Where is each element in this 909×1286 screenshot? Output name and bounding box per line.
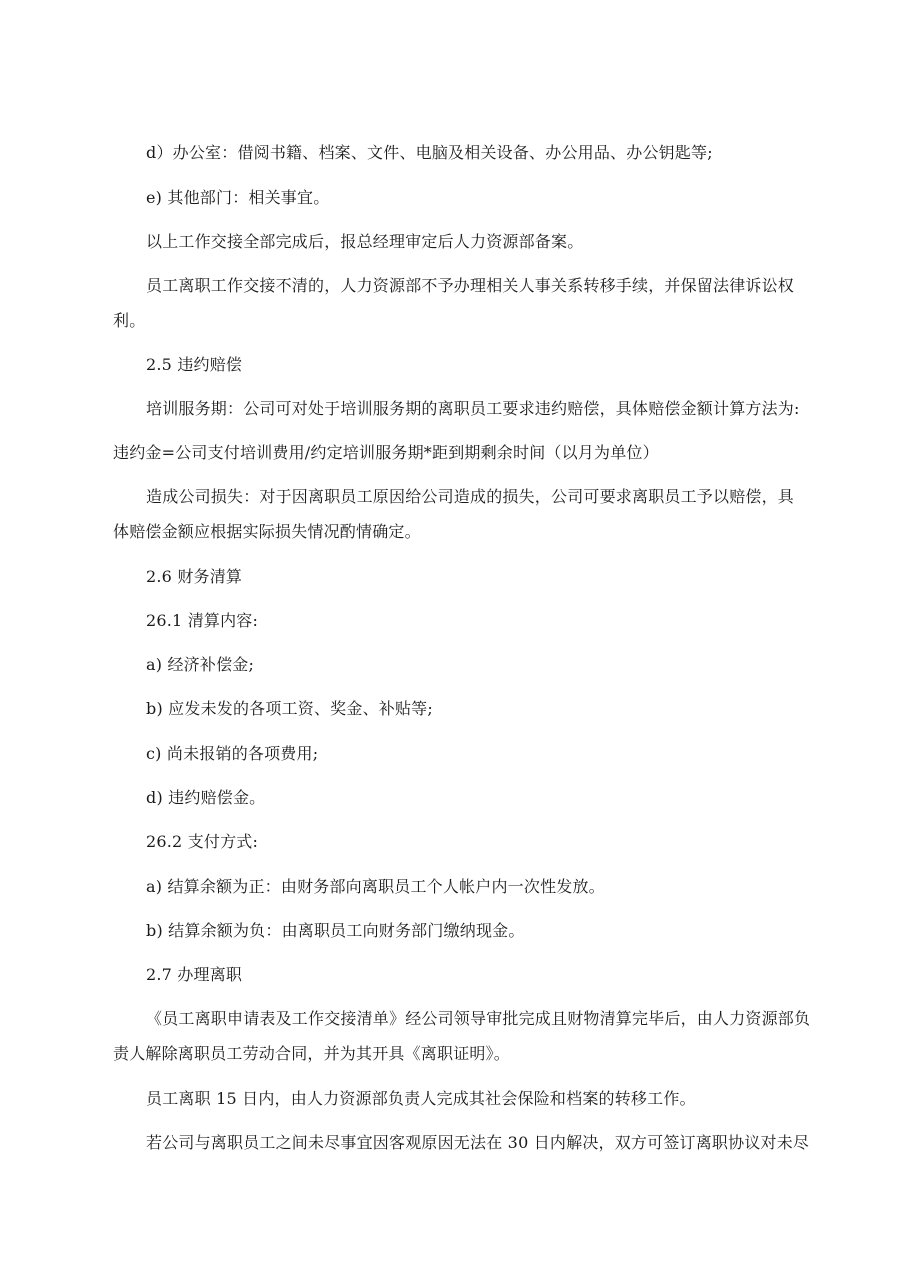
paragraph-company-loss-line1: 造成公司损失：对于因离职员工原因给公司造成的损失，公司可要求离职员工予以赔偿，具 — [146, 487, 795, 506]
subsection-heading-26-2: 26.2 支付方式: — [146, 832, 259, 851]
paragraph-resignation-form-line2: 责人解除离职员工劳动合同，并为其开具《离职证明》。 — [113, 1044, 511, 1063]
paragraph-penalty-formula: 违约金=公司支付培训费用/约定培训服务期*距到期剩余时间（以月为单位） — [113, 443, 659, 462]
paragraph-handover-unclear-line1: 员工离职工作交接不清的，人力资源部不予办理相关人事关系转移手续，并保留法律诉讼权 — [146, 276, 795, 295]
paragraph-company-loss-line2: 体赔偿金额应根据实际损失情况酌情确定。 — [113, 522, 421, 541]
list-item-d: d) 违约赔偿金。 — [146, 788, 266, 807]
section-heading-2-7: 2.7 办理离职 — [146, 965, 243, 984]
payment-item-b: b) 结算余额为负：由离职员工向财务部门缴纳现金。 — [146, 921, 525, 940]
paragraph-handover-unclear-line2: 利。 — [113, 311, 146, 330]
paragraph-training-service: 培训服务期：公司可对处于培训服务期的离职员工要求违约赔偿，具体赔偿金额计算方法为: — [146, 399, 800, 418]
section-heading-2-6: 2.6 财务清算 — [146, 567, 243, 586]
list-item-b: b) 应发未发的各项工资、奖金、补贴等; — [146, 699, 433, 718]
paragraph-30-days: 若公司与离职员工之间未尽事宜因客观原因无法在 30 日内解决，双方可签订离职协议对未尽 — [146, 1133, 810, 1152]
paragraph-other-departments: e) 其他部门：相关事宜。 — [146, 188, 330, 207]
list-item-c: c) 尚未报销的各项费用; — [146, 744, 319, 763]
paragraph-15-days: 员工离职 15 日内，由人力资源部负责人完成其社会保险和档案的转移工作。 — [146, 1089, 696, 1108]
section-heading-2-5: 2.5 违约赔偿 — [146, 355, 243, 374]
paragraph-handover-complete: 以上工作交接全部完成后，报总经理审定后人力资源部备案。 — [146, 232, 584, 251]
paragraph-office-items: d）办公室：借阅书籍、档案、文件、电脑及相关设备、办公用品、办公钥匙等; — [146, 143, 713, 162]
payment-item-a: a) 结算余额为正：由财务部向离职员工个人帐户内一次性发放。 — [146, 877, 605, 896]
paragraph-resignation-form-line1: 《员工离职申请表及工作交接清单》经公司领导审批完成且财物清算完毕后，由人力资源部负 — [146, 1009, 811, 1028]
list-item-a: a) 经济补偿金; — [146, 655, 255, 674]
subsection-heading-26-1: 26.1 清算内容: — [146, 611, 259, 630]
